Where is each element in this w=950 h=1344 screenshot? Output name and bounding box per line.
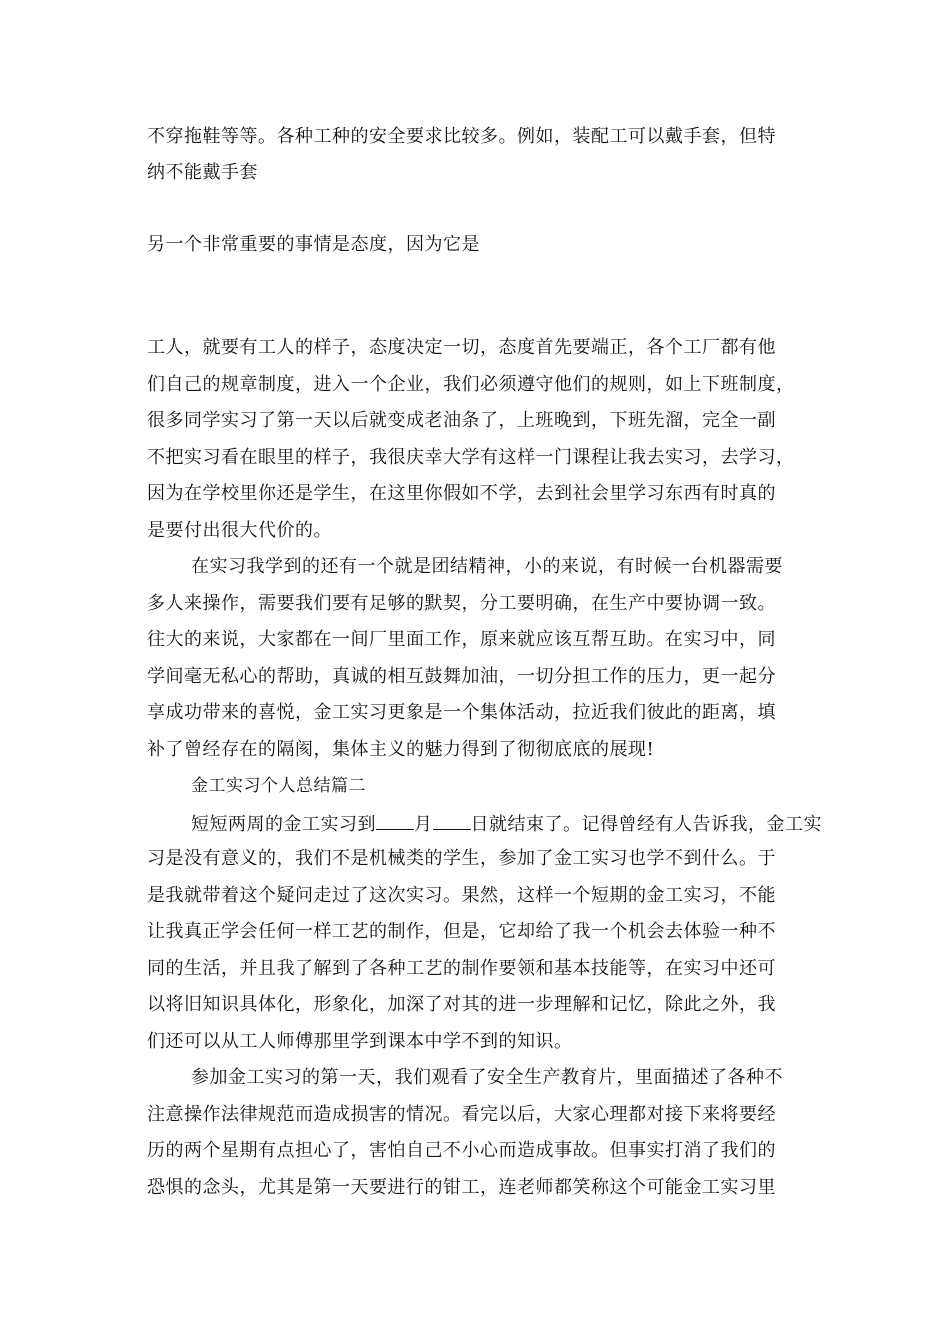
text-line: 因为在学校里你还是学生，在这里你假如不学，去到社会里学习东西有时真的 [147, 483, 776, 504]
text-line: 工人，就要有工人的样子，态度决定一切，态度首先要端正，各个工厂都有他 [147, 337, 776, 358]
text-line: 注意操作法律规范而造成损害的情况。看完以后，大家心理都对接下来将要经 [147, 1104, 776, 1125]
text-line: 参加金工实习的第一天，我们观看了安全生产教育片，里面描述了各种不 [191, 1067, 783, 1088]
text-line: 习是没有意义的，我们不是机械类的学生，参加了金工实习也学不到什么。于 [147, 848, 776, 869]
text-line-with-blanks [191, 813, 822, 835]
text-line: 以将旧知识具体化，形象化，加深了对其的进一步理解和记忆，除此之外，我 [147, 994, 776, 1015]
text-line: 不把实习看在眼里的样子，我很庆幸大学有这样一门课程让我去实习，去学习， [147, 447, 795, 468]
text-line: 是我就带着这个疑问走过了这次实习。果然，这样一个短期的金工实习，不能 [147, 885, 776, 906]
text-line: 很多同学实习了第一天以后就变成老油条了，上班晚到，下班先溜，完全一副 [147, 410, 776, 431]
text-line: 补了曾经存在的隔阂，集体主义的魅力得到了彻彻底底的展现! [147, 739, 655, 760]
text-line: 在实习我学到的还有一个就是团结精神，小的来说，有时候一台机器需要 [191, 556, 783, 577]
text-line: 纳不能戴手套 [147, 162, 258, 183]
text-segment: 月 [414, 814, 433, 835]
text-line: 另一个非常重要的事情是态度，因为它是 [147, 234, 480, 255]
text-line: 学间毫无私心的帮助，真诚的相互鼓舞加油，一切分担工作的压力，更一起分 [147, 666, 776, 687]
text-line: 们还可以从工人师傅那里学到课本中学不到的知识。 [147, 1031, 573, 1052]
fill-blank [433, 813, 471, 830]
text-line: 往大的来说，大家都在一间厂里面工作，原来就应该互帮互助。在实习中，同 [147, 629, 776, 650]
text-line: 享成功带来的喜悦，金工实习更象是一个集体活动，拉近我们彼此的距离，填 [147, 702, 776, 723]
text-line: 历的两个星期有点担心了，害怕自己不小心而造成事故。但事实打消了我们的 [147, 1140, 776, 1161]
text-line: 们自己的规章制度，进入一个企业，我们必须遵守他们的规则，如上下班制度， [147, 374, 795, 395]
text-line: 不穿拖鞋等等。各种工种的安全要求比较多。例如，装配工可以戴手套，但特 [147, 126, 776, 147]
text-line: 多人来操作，需要我们要有足够的默契，分工要明确，在生产中要协调一致。 [147, 593, 776, 614]
text-segment: 日就结束了。记得曾经有人告诉我，金工实 [470, 814, 822, 835]
text-line: 恐惧的念头，尤其是第一天要进行的钳工，连老师都笑称这个可能金工实习里 [147, 1177, 776, 1198]
section-heading: 金工实习个人总结篇二 [191, 776, 366, 796]
text-line: 是要付出很大代价的。 [147, 520, 332, 541]
text-line: 同的生活，并且我了解到了各种工艺的制作要领和基本技能等，在实习中还可 [147, 958, 776, 979]
text-segment: 短短两周的金工实习到 [191, 814, 376, 835]
text-line: 让我真正学会任何一样工艺的制作，但是，它却给了我一个机会去体验一种不 [147, 921, 776, 942]
fill-blank [376, 813, 414, 830]
